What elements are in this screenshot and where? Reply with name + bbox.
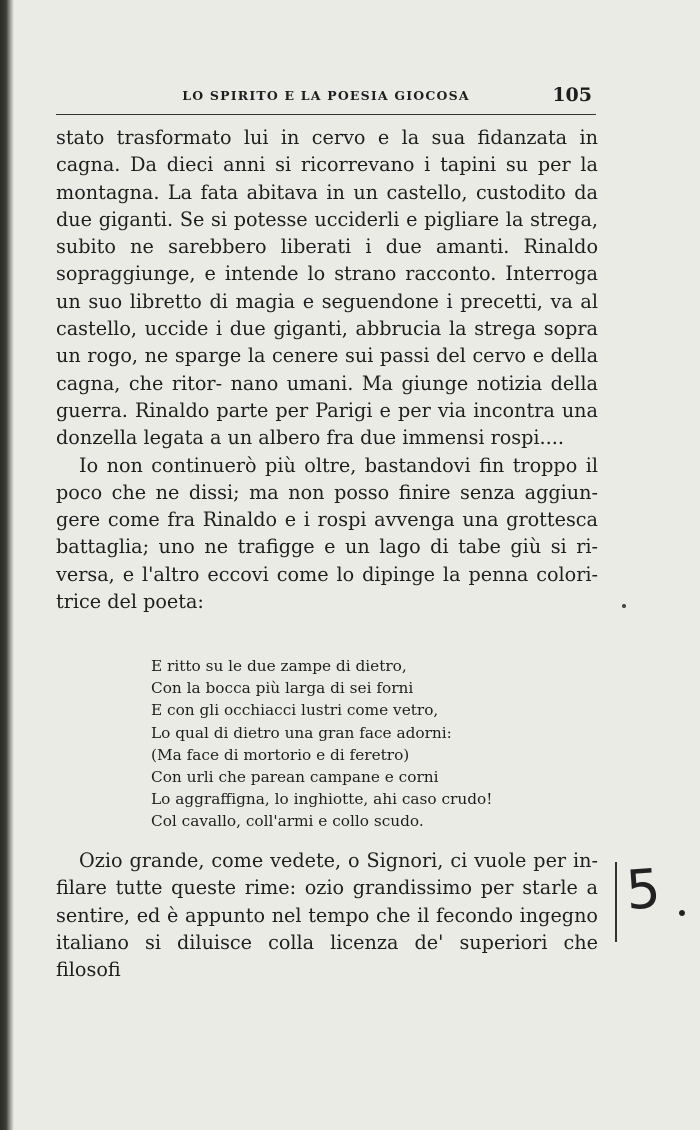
verse-line: (Ma face di mortorio e di feretro): [151, 745, 410, 764]
text-line: italiano si diluisce colla licenza de' superiori che filosofi: [56, 930, 598, 982]
page-header: [56, 84, 596, 115]
text-line: Se si potesse ucciderli e pigliare la strega, subito ne: [56, 207, 598, 259]
body-text: [56, 124, 598, 615]
margin-annotation: 5: [623, 856, 663, 923]
text-line: sentire, ed è appunto nel tempo che il fecondo ingegno: [56, 903, 598, 927]
text-line: sarebbero liberati i due amanti. Rinaldo sopraggiunge, e: [56, 235, 598, 286]
text-line: versa, e l'altro eccovi come lo dipinge la penna colori-: [56, 562, 598, 586]
text-line: filare tutte queste rime: ozio grandissimo per starle a: [56, 876, 598, 900]
paragraph-2: [56, 452, 598, 616]
paragraph-3: [56, 847, 598, 983]
text-line: intende lo strano racconto. Interroga un suo libretto di: [56, 262, 598, 313]
text-line: nano umani. Ma giunge notizia della guerra. Rinaldo: [56, 371, 599, 422]
page-number: 105: [552, 84, 592, 106]
verse-line: Lo qual di dietro una gran face adorni:: [151, 723, 452, 742]
verse-line: Con urli che parean campane e corni: [151, 768, 439, 787]
text-line: trice del poeta:: [56, 590, 204, 614]
closing-paragraph: [56, 847, 598, 983]
text-line: parte per Parigi e per via incontra una donzella legata: [56, 398, 598, 450]
paragraph-1: [56, 124, 598, 452]
margin-bar: [615, 862, 617, 942]
verse-line: E con gli occhiacci lustri come vetro,: [151, 701, 439, 720]
text-line: battaglia; uno ne trafigge e un lago di tabe giù si ri-: [56, 535, 598, 559]
text-line: gere come fra Rinaldo e i rospi avvenga una grottesca: [56, 508, 598, 532]
text-line: magia e seguendone i precetti, va al castello, uccide i: [56, 289, 598, 341]
verse-line: E ritto su le due zampe di dietro,: [151, 657, 407, 675]
text-line: Io non continuerò più oltre, bastandovi fin troppo il: [79, 453, 598, 477]
text-line: La fata abitava in un castello, custodito da due giganti.: [56, 180, 598, 231]
text-line: Da dieci anni si ricorrevano i tapini su per la montagna.: [56, 153, 598, 204]
text-line: a un albero fra due immensi rospi....: [209, 426, 564, 450]
text-line: la cenere sui passi del cervo e della cagna, che ritor-: [56, 344, 599, 395]
ink-speck: [622, 604, 626, 608]
margin-dot: [679, 910, 685, 916]
verse-line: Col cavallo, coll'armi e collo scudo.: [151, 812, 424, 831]
text-line: stato trasformato lui in cervo e la sua fidanzata in cagna.: [56, 126, 598, 177]
verse-line: Con la bocca più larga di sei forni: [151, 679, 414, 698]
running-title: LO SPIRITO E LA POESIA GIOCOSA: [182, 88, 470, 103]
verse-quotation: [151, 655, 492, 833]
text-line: poco che ne dissi; ma non posso finire senza aggiun-: [56, 480, 598, 504]
text-line: Ozio grande, come vedete, o Signori, ci vuole per in-: [79, 849, 598, 872]
verse-line: Lo aggraffigna, lo inghiotte, ahi caso crudo!: [151, 790, 493, 809]
text-line: due giganti, abbrucia la strega sopra un rogo, ne sparge: [56, 317, 598, 368]
page-binding-edge: [0, 0, 14, 1130]
